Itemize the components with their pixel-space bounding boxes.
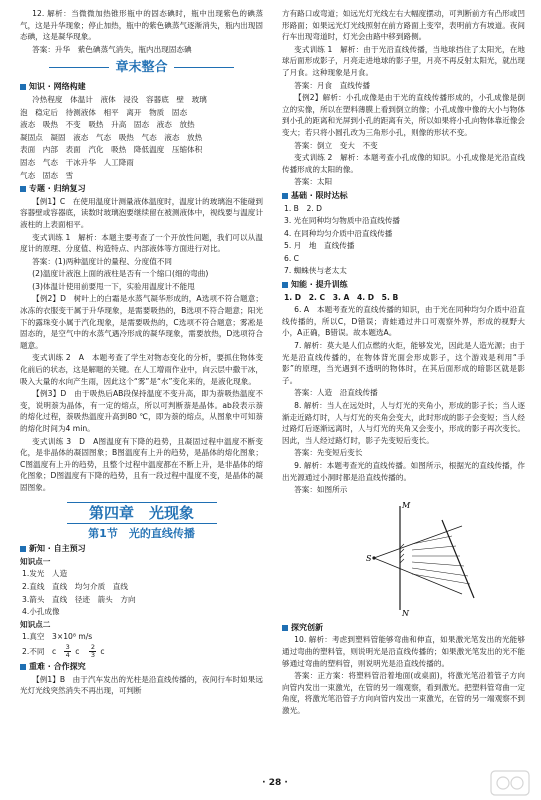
knowledge-point-1-line: 2.直线 直线 均匀介质 直线 <box>22 581 128 591</box>
example-2b-answer: 答案：倒立 变大 不变 <box>294 140 378 150</box>
problem-7-answer: 答案：人造 沿直线传播 <box>294 388 378 398</box>
variant-1b: 变式训练 1 解析：由于光沿直线传播，当地球挡住了太阳光，在地球后面形成影子，月亮走进地球的影子里，月亮不再反射太阳光，就出现了月食。这种现象是月食。 <box>282 44 525 77</box>
example-2: 【例2】D 树叶上的白霜是水蒸气凝华形成的，A选项不符合题意；冰冻的衣服变干属于升华现象，是需要吸热的，B选项不符合题意；阳光下的露珠变小属于汽化现象，是需要吸热的，C选项不符合题意；雾凇是固态的，是空气中的水蒸气遇冷形成的凝华现象，需要放热，D选项符合题意。 <box>20 294 263 350</box>
light-source-point <box>372 556 375 559</box>
problem-8-answer: 答案：先变短后变长 <box>294 448 363 458</box>
answer-12: 答案：升华 紫色碘蒸气消失，瓶内出现固态碘 <box>32 44 192 54</box>
square-bullet-icon <box>282 282 288 288</box>
section-1-title: 第1节 光的直线传播 <box>88 526 195 540</box>
variant-3: 变式训练 3 D A图温度有下降的趋势，且凝固过程中温度不断变化，是非晶体的凝固图象；B图温度有上升的趋势，是晶体的熔化图象；C图温度有上升的趋势，且整个过程中温度都在不断上升，是非晶体的熔化图象；D图温度有下降的趋势，且有一段过程中温度不变，是晶体的凝固图象。 <box>20 436 263 492</box>
light-propagation-diagram <box>282 498 525 618</box>
page-number: · 28 · <box>262 778 288 789</box>
variant-1-answer-1: 答案：(1)两种温度计的量程、分度值不同 <box>32 256 173 266</box>
knowledge-network-heading: 知识 · 网络构建 <box>20 81 263 93</box>
label-S: S <box>366 553 372 563</box>
terms-line: 表面 内部 表面 汽化 吸热 降低温度 压缩体积 <box>20 145 203 155</box>
continued-paragraph: 方有路口或弯道；如远光灯光线左右大幅度摆动，可判断前方有凸形或凹形路面；如果远光灯光线照射在前方路面上变窄，表明前方有坡道。夜间行车出现弯道时，灯光会由路中移到路侧。 <box>282 9 525 42</box>
terms-line: 凝固点 凝固 液态 气态 吸热 气态 液态 放热 <box>20 132 203 142</box>
problem-12: 12. 解析：当微微加热锥形瓶中的固态碘时，瓶中出现紫色的碘蒸气，这是升华现象；停止加热，瓶中的紫色碘蒸气逐渐消失，瓶内出现固态碘，这是凝华现象。 <box>20 9 263 42</box>
variant-2: 变式训练 2 A 本题考查了学生对物态变化的分析，要抓住物体变化前后的状态，这是解题的关键。在人工增雨作业中，向云层中撒干冰，吸入大量的水向产生雨，因此这个“雾”是“水”变化来的，是液化现象。 <box>20 353 263 386</box>
problem-10-answer: 答案：正方案：将塑料管沿着地面(或桌面)，将激光笔沿着管子方向向管内发出一束激光，在管的另一端观察，看到激光。把塑料管弯曲一定角度，将激光笔沿管子方向向管内发出一束激光，在管的另一端观察不到激光。 <box>282 671 525 715</box>
knowledge-point-1-line: 4.小孔成像 <box>22 607 60 617</box>
basic-answer-line: 6. C <box>284 253 299 263</box>
example-3: 【例3】D 由于吸热后AB段保持温度不变升高，即为萘吸热温度不变，说明萘为晶体，有一定的熔点，所以可判断萘是晶体。ab段表示萘的熔化过程，萘吸热温度升高到80 ℃，即为萘的熔点，从图象中可知萘的熔化时间为4 min。 <box>20 389 263 433</box>
improvement-answers-row: 1. D 2. C 3. A 4. D 5. B <box>284 292 399 302</box>
title-rule-right <box>174 67 234 68</box>
special-review-heading: 专题 · 归纳复习 <box>20 183 263 195</box>
example-1: 【例1】C 在使用温度计测量液体温度时，温度计的玻璃泡不能碰到容器壁或容器底，读数时玻璃泡要继续留在被测液体中，视线要与温度计液柱的上表面相平。 <box>20 196 263 229</box>
chapter-summary-text: 章末整合 <box>115 60 168 76</box>
watermark-logo-icon <box>490 770 530 796</box>
basic-answer-line: 4. 在同种均匀介质中沿直线传播 <box>284 228 393 238</box>
variant-1: 变式训练 1 解析：本题主要考查了一个开放性问题，我们可以从温度计的原理、分度值、构造特点、内部液体等方面进行对比。 <box>20 232 263 254</box>
problem-8: 8. 解析：当人在远处时，人与灯光的夹角小，形成的影子长；当人逐渐走近路灯时，人与灯光的夹角会变大，此时形成的影子会变短；当人经过路灯后逐渐远离时，人与灯光的夹角又会变小，形成的影子再次变长。因此，当人经过路灯时，影子先变短后变长。 <box>282 401 525 445</box>
preview-heading: 新知 · 自主预习 <box>20 543 263 555</box>
terms-line: 气态 固态 雪 <box>20 170 74 180</box>
problem-9: 9. 解析：本题考查光的直线传播。如图所示，根据光的直线传播，作出光源通过小洞时都是沿直线传播的。 <box>282 460 525 482</box>
knowledge-point-2-heading: 知识点二 <box>20 619 51 629</box>
problem-9-answer: 答案：如图所示 <box>294 485 348 495</box>
square-bullet-icon <box>20 84 26 90</box>
key-points-heading: 重难 · 合作探究 <box>20 661 263 673</box>
square-bullet-icon <box>20 664 26 670</box>
terms-block <box>20 94 263 181</box>
terms-line: 冷热程度 体温计 液体 浸没 容器底 壁 玻璃 <box>32 94 207 104</box>
example-1b: 【例1】B 由于汽车发出的光柱是沿直线传播的，夜间行车时如果远光灯光线突然消失不再出现，可判断 <box>20 674 263 696</box>
terms-line: 液态 吸热 不变 吸热 升高 固态 液态 放热 <box>20 120 195 130</box>
basic-answer-line: 5. 月 地 直线传播 <box>284 241 355 251</box>
square-bullet-icon <box>20 546 26 552</box>
ray-upper <box>374 526 462 558</box>
variant-2b-answer: 答案：太阳 <box>294 177 333 187</box>
variant-1b-answer: 答案：月食 直线传播 <box>294 80 371 90</box>
title-rule-left <box>49 67 109 68</box>
workbook-page <box>20 8 530 788</box>
label-N: N <box>402 608 409 618</box>
improvement-heading: 知能 · 提升训练 <box>282 279 525 291</box>
problem-7: 7. 解析：莫大是人们点燃的火炬，能够发光，因此是人造光源；由于光是沿直线传播的，在物体背光面会形成影子，这个游戏是利用“手影”的原理，当光遇到不透明的物体时，在其后面形成的暗影区就是影子。 <box>282 341 525 385</box>
knowledge-point-2-line: 1.真空 3×10⁸ m/s <box>22 632 93 642</box>
right-column <box>282 8 525 718</box>
variant-1-answer-3: (3)体温计使用前要甩一下，实验用温度计不能甩 <box>32 281 195 291</box>
square-bullet-icon <box>20 186 26 192</box>
basic-answer-line: 3. 光在同种均匀物质中沿直线传播 <box>284 216 400 226</box>
chapter-4-title: 第四章 光现象 <box>67 502 217 524</box>
square-bullet-icon <box>282 193 288 199</box>
label-M: M <box>402 500 411 510</box>
terms-line: 固态 气态 干冰升华 人工降雨 <box>20 157 134 167</box>
diagram-svg <box>282 498 525 618</box>
ray-lower <box>374 558 462 594</box>
variant-2b: 变式训练 2 解析：本题考查小孔成像的知识。小孔成像是光沿直线传播形成的太阳的像。 <box>282 153 525 174</box>
knowledge-point-1-heading: 知识点一 <box>20 556 51 566</box>
square-bullet-icon <box>282 625 288 631</box>
problem-6: 6. A 本题考查光的直线传播的知识，由于光在同种均匀介质中沿直线传播的，所以C，D错误；青蛙通过井口可观察外界，形成的视野大小，A正确，B错误。故本题选A。 <box>282 305 525 338</box>
screen-line <box>442 520 474 598</box>
knowledge-point-2-fractions: 2.不同 c 3 4 c 2 3 c <box>22 642 105 659</box>
fraction-3-4: 3 4 <box>65 642 70 659</box>
knowledge-point-1-line: 3.箭头 直线 径迹 箭头 方向 <box>22 594 136 604</box>
problem-10: 10. 解析：考虑到塑料管能够弯曲和伸直，如果激光笔发出的光能够通过弯曲的塑料管，则说明光是沿直线传播的；如果激光笔发出的光不能够通过弯曲的塑料管，则说明光是沿直线传播的。 <box>282 635 525 668</box>
chapter-summary-title <box>20 59 263 77</box>
basic-answer-line: 1. B 2. D <box>284 203 322 213</box>
variant-1-answer-2: (2)温度计液泡上面的液柱是否有一个缩口(细的弯曲) <box>32 269 209 279</box>
fraction-2-3: 2 3 <box>90 642 95 659</box>
terms-line: 泡 稳定后 待测液体 相平 离开 物质 固态 <box>20 107 188 117</box>
example-2b: 【例2】解析：小孔成像是由于光的直线传播形成的，小孔成像是倒立的实像，所以在塑料薄膜上看到倒立的像；小孔成像中像的大小与物体到小孔的距离和光屏到小孔的距离有关，所以如果将小孔向物体靠近像会变大；若只将小圆孔改为三角形小孔，则像的形状不变。 <box>282 93 525 137</box>
basic-answer-line: 7. 蜘蛛侠与老太太 <box>284 266 347 276</box>
explore-heading: 探究创新 <box>282 622 525 634</box>
left-column <box>20 8 263 698</box>
knowledge-point-1-line: 1.发光 人造 <box>22 569 68 579</box>
basic-practice-heading: 基础 · 限时达标 <box>282 190 525 202</box>
